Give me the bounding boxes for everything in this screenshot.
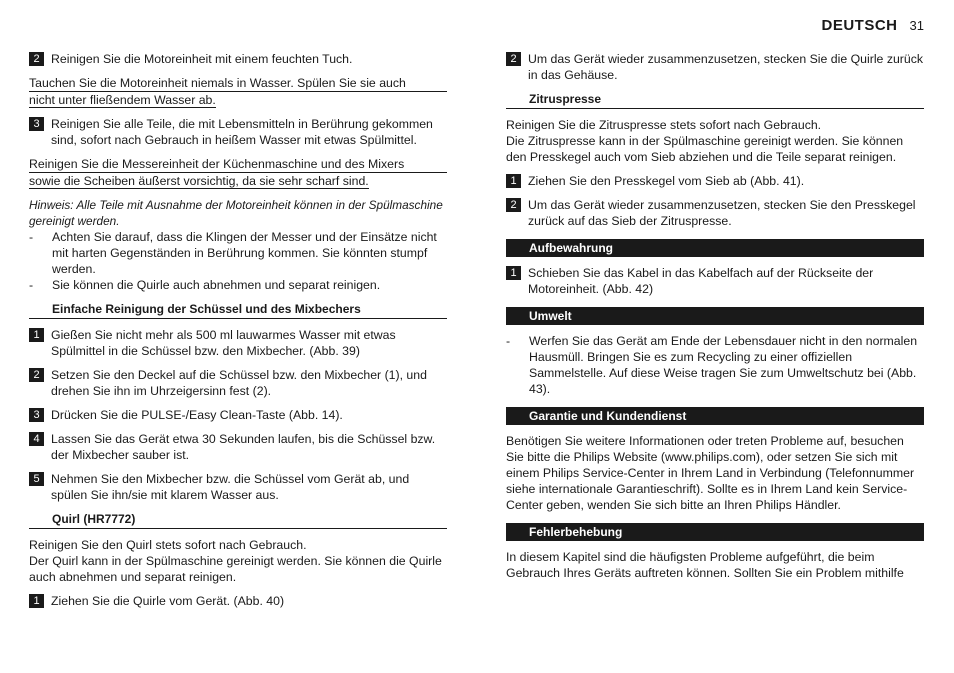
warning-line: Tauchen Sie die Motoreinheit niemals in Wasser. Spülen Sie sie auch xyxy=(29,75,447,92)
section-heading-bar: Umwelt xyxy=(506,307,924,325)
step-item xyxy=(29,593,447,609)
bullet-text: Werfen Sie das Gerät am Ende der Lebensdauer nicht in den normalen Hausmüll. Bringen Sie es zum Recycling zu einer offiziellen Sammelstelle. Auf diese Weise tragen Sie zum Umweltschutz bei (Abb. 43). xyxy=(529,334,918,396)
step-text: Um das Gerät wieder zusammenzusetzen, stecken Sie den Presskegel zurück auf das Sieb der Zitruspresse. xyxy=(528,198,916,228)
warning-text xyxy=(29,156,447,189)
step-item xyxy=(29,471,447,503)
step-number: 1 xyxy=(506,266,521,280)
step-number: 1 xyxy=(29,594,44,608)
section-language: DEUTSCH xyxy=(821,17,898,34)
dash-marker: - xyxy=(506,334,511,348)
step-text: Ziehen Sie den Presskegel vom Sieb ab (Abb. 41). xyxy=(528,174,805,188)
step-number: 5 xyxy=(29,472,44,486)
step-number: 2 xyxy=(29,368,44,382)
step-text: Um das Gerät wieder zusammenzusetzen, stecken Sie die Quirle zurück in das Gehäuse. xyxy=(528,52,924,82)
paragraph: Die Zitruspresse kann in der Spülmaschine gereinigt werden. Sie können den Presskegel auch vom Sieb abziehen und die Teile separat reinigen. xyxy=(506,134,904,164)
dash-marker: - xyxy=(29,230,34,244)
step-item xyxy=(29,407,447,423)
paragraph: Benötigen Sie weitere Informationen oder treten Probleme auf, besuchen Sie bitte die Philips Website (www.philips.com), oder setzen Sie sich mit einem Philips Service-Center in Ihrem Land in Verbindung (Telefonnummer siehe internationale Garantieschrift). Sollte es in Ihrem Land kein Service-Center geben, wenden Sie sich bitte an Ihren Philips Händler. xyxy=(506,434,915,512)
subsection-heading: Zitruspresse xyxy=(506,91,924,109)
subsection-heading: Einfache Reinigung der Schüssel und des Mixbechers xyxy=(29,301,447,319)
step-item xyxy=(29,327,447,359)
page-header xyxy=(822,17,924,34)
step-item xyxy=(29,51,447,67)
bullet-item xyxy=(29,277,447,293)
section-heading-bar: Garantie und Kundendienst xyxy=(506,407,924,425)
section-heading-bar: Fehlerbehebung xyxy=(506,523,924,541)
bullet-text: Achten Sie darauf, dass die Klingen der Messer und der Einsätze nicht mit harten Gegenständen in Berührung kommen. Sie könnten stumpf werden. xyxy=(52,230,437,276)
page-number: 31 xyxy=(909,18,924,33)
dash-marker: - xyxy=(29,278,34,292)
step-item xyxy=(506,265,924,297)
step-number: 3 xyxy=(29,117,44,131)
step-number: 2 xyxy=(29,52,44,66)
section-heading-bar: Aufbewahrung xyxy=(506,239,924,257)
paragraph: Der Quirl kann in der Spülmaschine gereinigt werden. Sie können die Quirle auch abnehmen und separat reinigen. xyxy=(29,554,442,584)
step-item xyxy=(506,51,924,83)
step-text: Schieben Sie das Kabel in das Kabelfach auf der Rückseite der Motoreinheit. (Abb. 42) xyxy=(528,266,874,296)
subsection-heading: Quirl (HR7772) xyxy=(29,511,447,529)
step-text: Reinigen Sie die Motoreinheit mit einem feuchten Tuch. xyxy=(51,52,353,66)
right-column xyxy=(506,51,924,581)
step-item xyxy=(29,116,447,148)
warning-line: sowie die Scheiben äußerst vorsichtig, da sie sehr scharf sind. xyxy=(29,174,369,188)
warning-text xyxy=(29,75,447,108)
bullet-item xyxy=(506,333,924,397)
step-text: Ziehen Sie die Quirle vom Gerät. (Abb. 40) xyxy=(51,594,285,608)
warning-line: Reinigen Sie die Messereinheit der Küchenmaschine und des Mixers xyxy=(29,156,447,173)
step-item xyxy=(29,431,447,463)
step-number: 3 xyxy=(29,408,44,422)
warning-line: nicht unter fließendem Wasser ab. xyxy=(29,93,216,107)
paragraph: In diesem Kapitel sind die häufigsten Probleme aufgeführt, die beim Gebrauch Ihres Geräts auftreten können. Sollten Sie ein Problem mithilfe xyxy=(506,550,904,580)
step-text: Lassen Sie das Gerät etwa 30 Sekunden laufen, bis die Schüssel bzw. der Mixbecher sauber ist. xyxy=(51,432,436,462)
step-number: 4 xyxy=(29,432,44,446)
note-text: Hinweis: Alle Teile mit Ausnahme der Motoreinheit können in der Spülmaschine gereinigt werden. xyxy=(29,198,443,228)
step-item xyxy=(506,197,924,229)
paragraph: Reinigen Sie den Quirl stets sofort nach Gebrauch. xyxy=(29,538,307,552)
step-number: 1 xyxy=(29,328,44,342)
paragraph: Reinigen Sie die Zitruspresse stets sofort nach Gebrauch. xyxy=(506,118,822,132)
step-text: Reinigen Sie alle Teile, die mit Lebensmitteln in Berührung gekommen sind, sofort nach Gebrauch in heißem Wasser mit etwas Spülmittel. xyxy=(51,117,433,147)
step-item xyxy=(506,173,924,189)
step-text: Setzen Sie den Deckel auf die Schüssel bzw. den Mixbecher (1), und drehen Sie ihn im Uhrzeigersinn fest (2). xyxy=(51,368,427,398)
bullet-item xyxy=(29,229,447,277)
step-number: 1 xyxy=(506,174,521,188)
step-text: Nehmen Sie den Mixbecher bzw. die Schüssel vom Gerät ab, und spülen Sie ihn/sie mit klarem Wasser aus. xyxy=(51,472,410,502)
step-text: Gießen Sie nicht mehr als 500 ml lauwarmes Wasser mit etwas Spülmittel in die Schüssel bzw. den Mixbecher. (Abb. 39) xyxy=(51,328,396,358)
left-column xyxy=(29,51,447,617)
bullet-text: Sie können die Quirle auch abnehmen und separat reinigen. xyxy=(52,278,381,292)
step-item xyxy=(29,367,447,399)
step-text: Drücken Sie die PULSE-/Easy Clean-Taste (Abb. 14). xyxy=(51,408,343,422)
step-number: 2 xyxy=(506,198,521,212)
step-number: 2 xyxy=(506,52,521,66)
